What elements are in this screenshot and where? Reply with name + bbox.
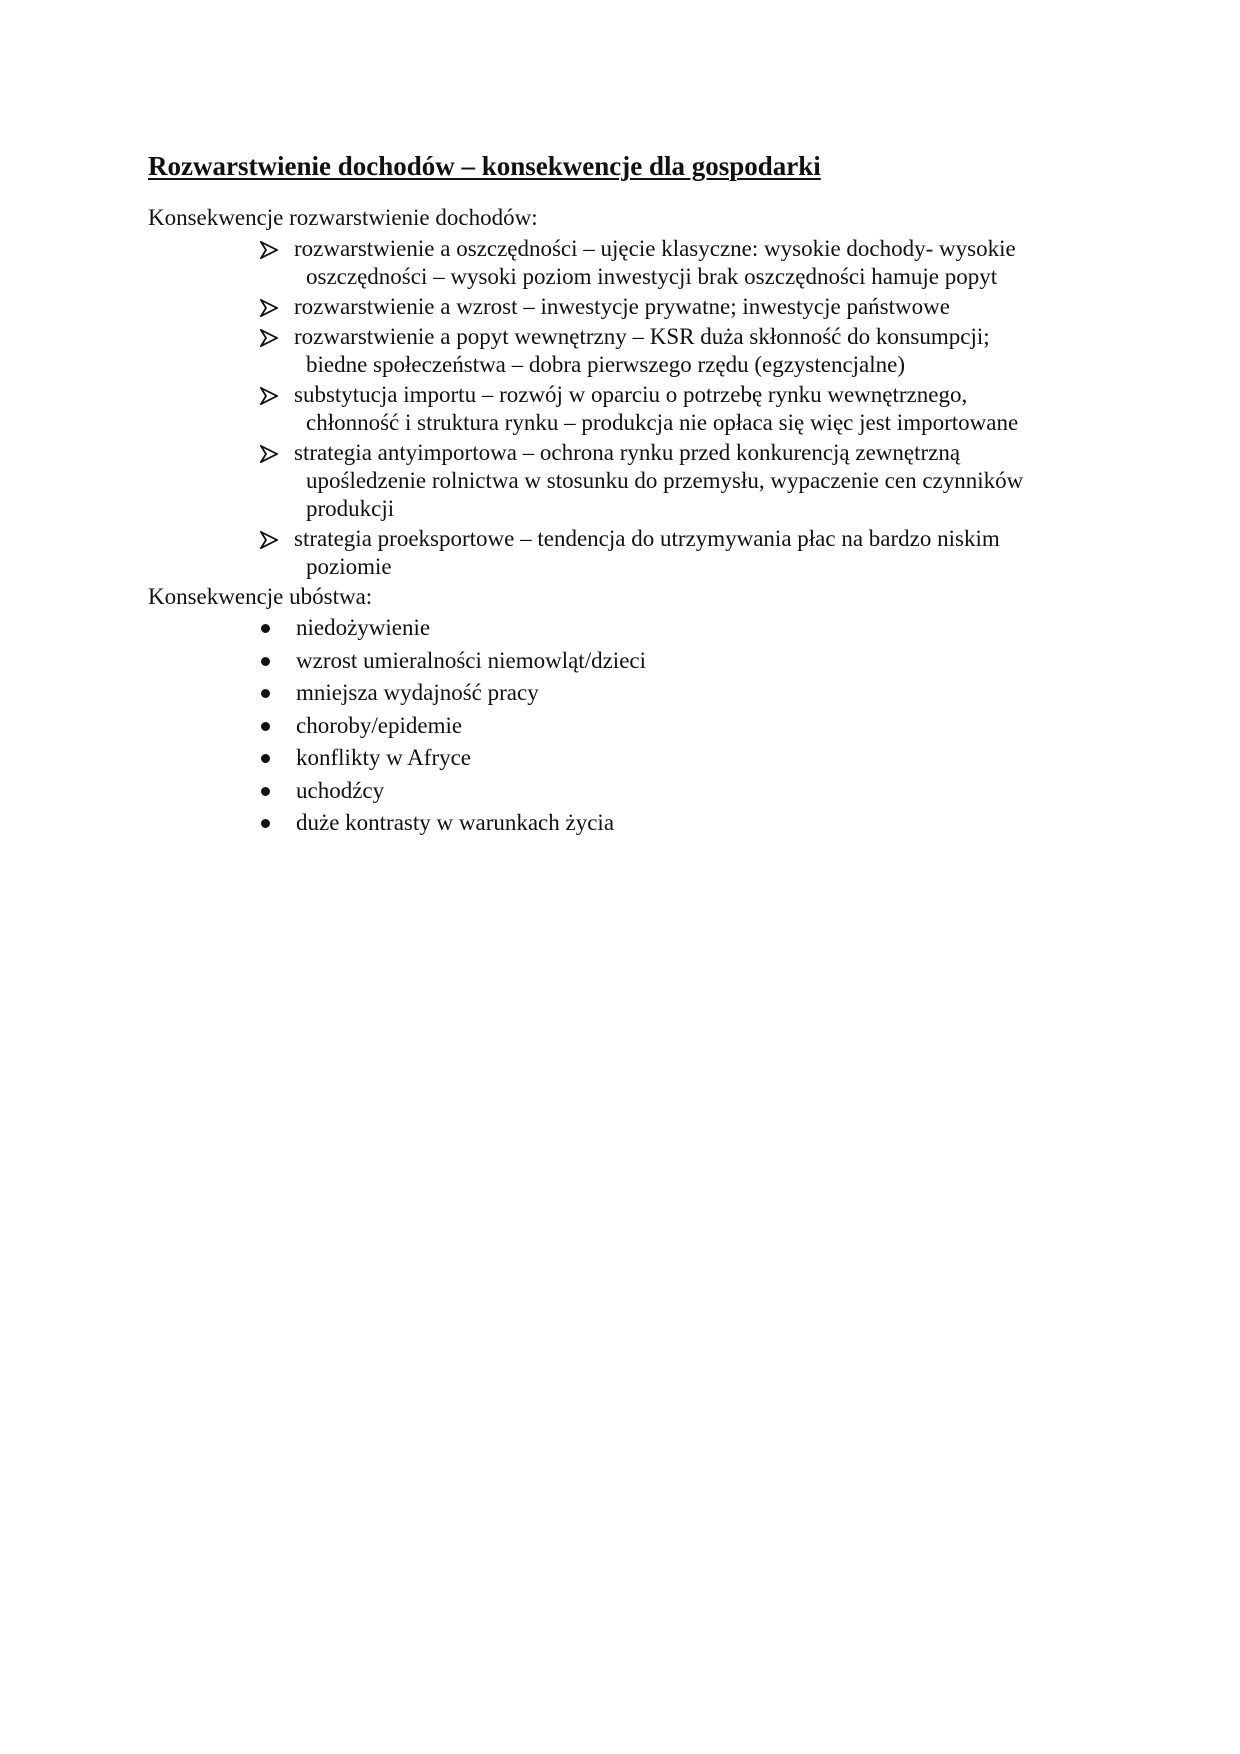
round-bullet-icon <box>261 624 270 633</box>
list-item-text: niedożywienie <box>296 615 431 640</box>
list-item <box>294 381 1098 437</box>
round-bullet-icon <box>261 754 270 763</box>
list-item-line: poziomie <box>306 554 392 579</box>
section-heading-income-inequality: Konsekwencje rozwarstwienie dochodów: <box>148 205 538 230</box>
arrowhead-bullet-icon <box>260 329 278 347</box>
section-heading-poverty: Konsekwencje ubóstwa: <box>148 584 373 609</box>
list-item-line: produkcji <box>306 496 395 521</box>
round-bullet-icon <box>261 819 270 828</box>
list-item-line: strategia antyimportowa – ochrona rynku przed konkurencją zewnętrzną <box>294 440 961 465</box>
arrowhead-bullet-icon <box>260 445 278 463</box>
list-item <box>294 323 1098 379</box>
list-item-line: biedne społeczeństwa – dobra pierwszego rzędu (egzystencjalne) <box>306 352 906 377</box>
income-inequality-consequences-list <box>148 235 1098 581</box>
round-bullet-icon <box>261 787 270 796</box>
round-bullet-icon <box>261 657 270 666</box>
list-item <box>296 647 1098 675</box>
arrowhead-bullet-icon <box>260 531 278 549</box>
list-item-line: substytucja importu – rozwój w oparciu o potrzebę rynku wewnętrznego, <box>294 382 968 407</box>
list-item-text: mniejsza wydajność pracy <box>296 680 539 705</box>
round-bullet-icon <box>261 722 270 731</box>
list-item-line: rozwarstwienie a popyt wewnętrzny – KSR duża skłonność do konsumpcji; <box>294 324 990 349</box>
document-title: Rozwarstwienie dochodów – konsekwencje dla gospodarki <box>148 151 821 181</box>
list-item-line: strategia proeksportowe – tendencja do utrzymywania płac na bardzo niskim <box>294 526 1000 551</box>
list-item-line: rozwarstwienie a oszczędności – ujęcie klasyczne: wysokie dochody- wysokie <box>294 236 1016 261</box>
list-item <box>294 439 1098 523</box>
arrowhead-bullet-icon <box>260 387 278 405</box>
list-item-line: upośledzenie rolnictwa w stosunku do przemysłu, wypaczenie cen czynników <box>306 468 1024 493</box>
list-item-line: oszczędności – wysoki poziom inwestycji brak oszczędności hamuje popyt <box>306 264 998 289</box>
list-item <box>296 809 1098 837</box>
list-item <box>294 293 1098 321</box>
round-bullet-icon <box>261 689 270 698</box>
list-item <box>294 235 1098 291</box>
list-item-text: uchodźcy <box>296 777 385 803</box>
list-item <box>296 679 1098 707</box>
document-page <box>148 148 1098 842</box>
list-item <box>296 744 1098 772</box>
list-item-text: konflikty w Afryce <box>296 745 472 770</box>
list-item <box>294 525 1098 581</box>
list-item <box>296 712 1098 740</box>
list-item-text: wzrost umieralności niemowląt/dzieci <box>296 647 646 673</box>
list-item-text: choroby/epidemie <box>296 712 463 738</box>
list-item <box>296 614 1098 642</box>
list-item <box>296 777 1098 805</box>
list-item-line: chłonność i struktura rynku – produkcja nie opłaca się więc jest importowane <box>306 410 1019 435</box>
list-item-text: duże kontrasty w warunkach życia <box>296 810 615 835</box>
poverty-consequences-list <box>148 614 1098 837</box>
list-item-line: rozwarstwienie a wzrost – inwestycje prywatne; inwestycje państwowe <box>294 294 950 319</box>
arrowhead-bullet-icon <box>260 299 278 317</box>
arrowhead-bullet-icon <box>260 241 278 259</box>
